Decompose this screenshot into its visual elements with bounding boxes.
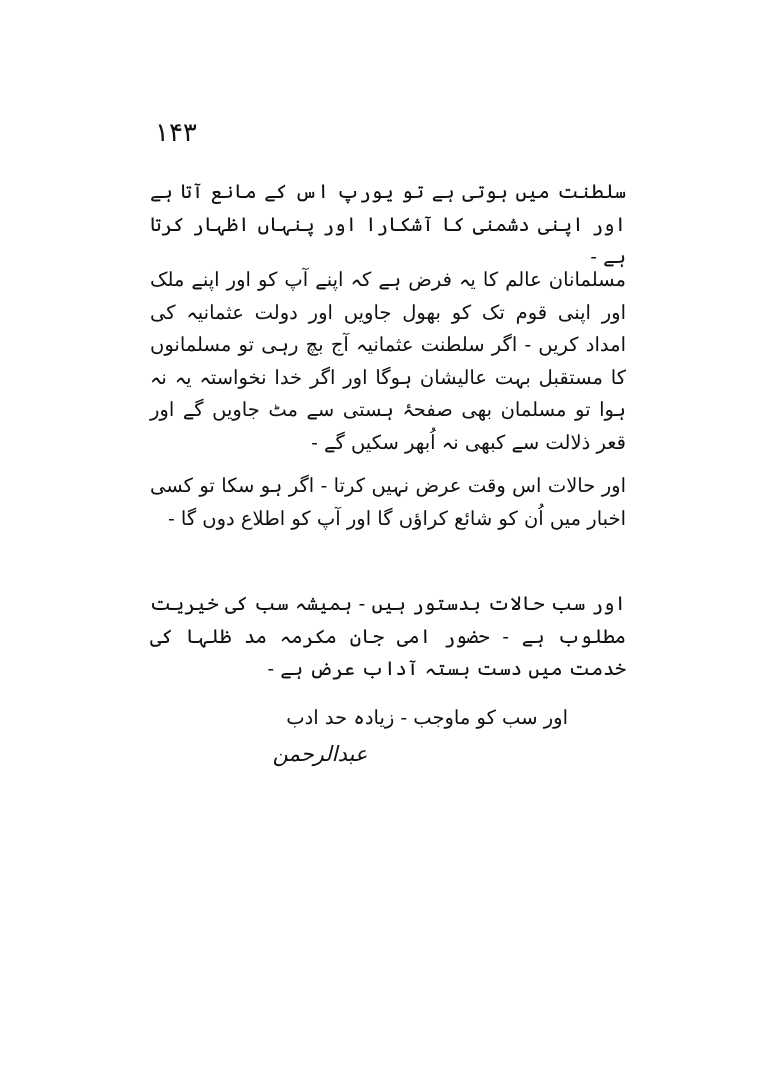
paragraph-2: مسلمانان عالم کا یہ فرض ہے کہ اپنے آپ کو اور اپنے ملک اور اپنی قوم تک کو بھول جاویں اور دولت عثمانیہ کی امداد کریں - اگر سلطنت عثمانیہ آج بچ رہی تو مسلمانوں کا مستقبل بہت عالیشان ہوگا اور اگر خدا نخواستہ یہ نہ ہوا تو مسلمان بھی صفحۂ ہستی سے مٹ جاویں گے اور قعر ذلالت سے کبھی نہ اُبھر سکیں گے - — [150, 268, 626, 454]
page-number: ۱۴۳ — [155, 118, 197, 148]
closing-salutation: اور سب کو ماوجب - زیادہ حد ادب — [286, 706, 568, 729]
paragraph-1: سلطنت میں ہوتی ہے تو یورپ اس کے مانع آتا ہے اور اپنی دشمنی کا آشکارا اور پنہاں اظہار کرتا ہے - — [150, 180, 626, 268]
signature: عبدالرحمن — [272, 742, 368, 766]
paragraph-4: اور سب حالات بدستور ہیں - ہمیشہ سب کی خیریت مطلوب ہے - حضور امی جان مکرمہ مد ظلہا کی خدمت میں دست بستہ آداب عرض ہے - — [150, 592, 626, 680]
paragraph-3: اور حالات اس وقت عرض نہیں کرتا - اگر ہو سکا تو کسی اخبار میں اُن کو شائع کراؤں گا اور آپ کو اطلاع دوں گا - — [150, 474, 626, 530]
